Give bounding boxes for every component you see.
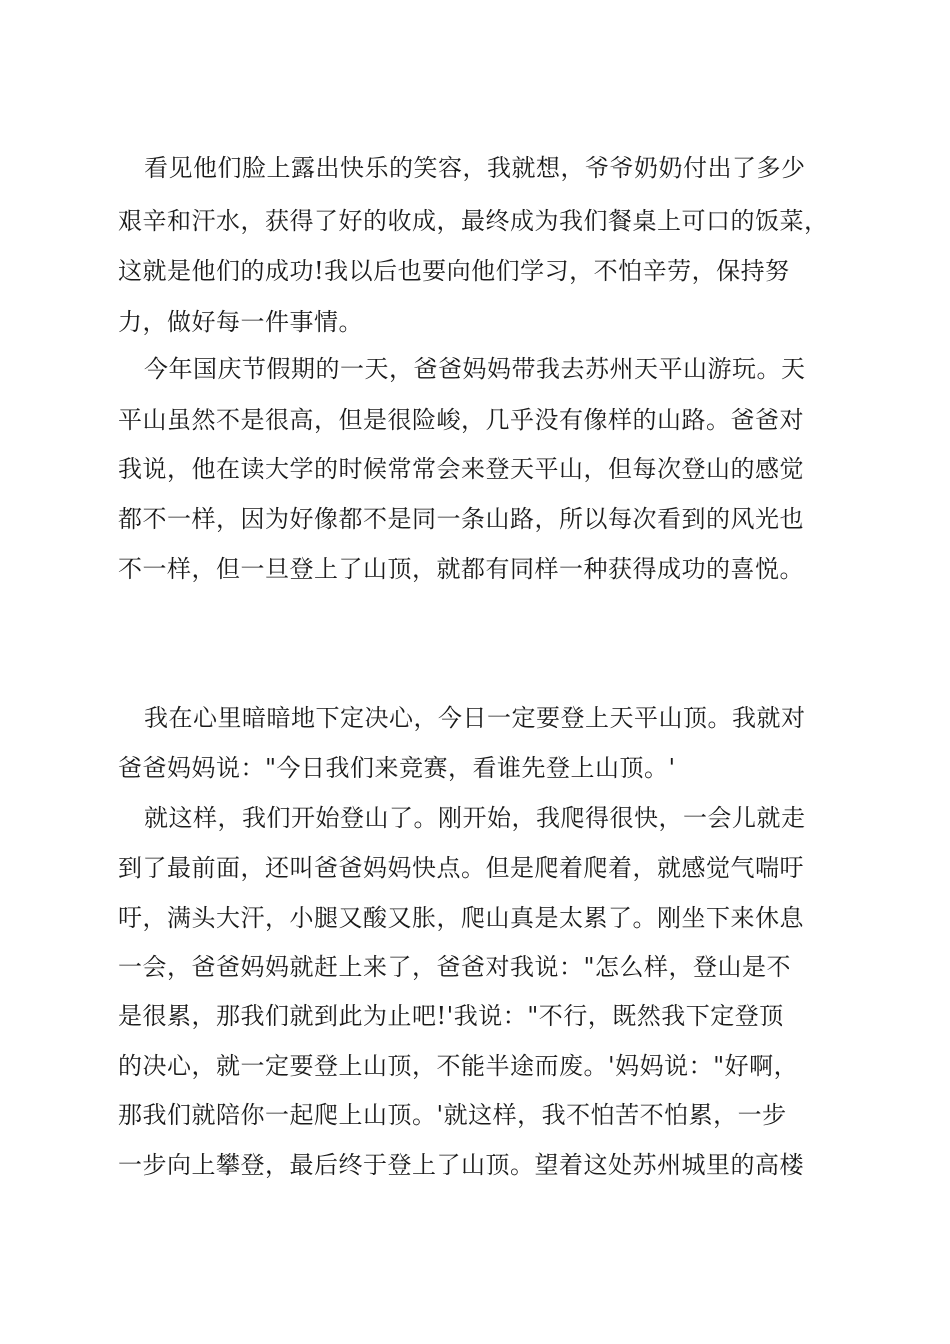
paragraph-line: 吁，满头大汗，小腿又酸又胀，爬山真是太累了。刚坐下来休息 [118,904,804,932]
paragraph-line: 那我们就陪你一起爬上山顶。'就这样，我不怕苦不怕累，一步 [118,1101,787,1129]
paragraph-line: 看见他们脸上露出快乐的笑容，我就想，爷爷奶奶付出了多少 [144,154,806,182]
paragraph-line: 到了最前面，还叫爸爸妈妈快点。但是爬着爬着，就感觉气喘吁 [118,854,804,882]
paragraph-line: 一步向上攀登，最后终于登上了山顶。望着这处苏州城里的高楼 [118,1151,804,1179]
paragraph-line: 不一样，但一旦登上了山顶，就都有同样一种获得成功的喜悦。 [118,555,804,583]
paragraph-line: 这就是他们的成功!我以后也要向他们学习，不怕辛劳，保持努 [118,257,790,285]
paragraph-line: 力，做好每一件事情。 [118,308,363,336]
paragraph-line: 今年国庆节假期的一天，爸爸妈妈带我去苏州天平山游玩。天 [144,355,806,383]
paragraph-line: 一会，爸爸妈妈就赶上来了，爸爸对我说："怎么样，登山是不 [118,953,792,981]
paragraph-line: 平山虽然不是很高，但是很险峻，几乎没有像样的山路。爸爸对 [118,406,804,434]
paragraph-line: 爸爸妈妈说："今日我们来竞赛，看谁先登上山顶。' [118,754,676,782]
paragraph-line: 的决心，就一定要登上山顶，不能半途而废。'妈妈说："好啊， [118,1052,799,1080]
paragraph-line: 艰辛和汗水，获得了好的收成，最终成为我们餐桌上可口的饭菜， [118,207,829,235]
paragraph-line: 都不一样，因为好像都不是同一条山路，所以每次看到的风光也 [118,505,804,533]
paragraph-line: 我在心里暗暗地下定决心，今日一定要登上天平山顶。我就对 [144,704,806,732]
paragraph-line: 我说，他在读大学的时候常常会来登天平山，但每次登山的感觉 [118,455,804,483]
paragraph-line: 就这样，我们开始登山了。刚开始，我爬得很快，一会儿就走 [144,804,806,832]
paragraph-line: 是很累，那我们就到此为止吧!'我说："不行，既然我下定登顶 [118,1002,784,1030]
